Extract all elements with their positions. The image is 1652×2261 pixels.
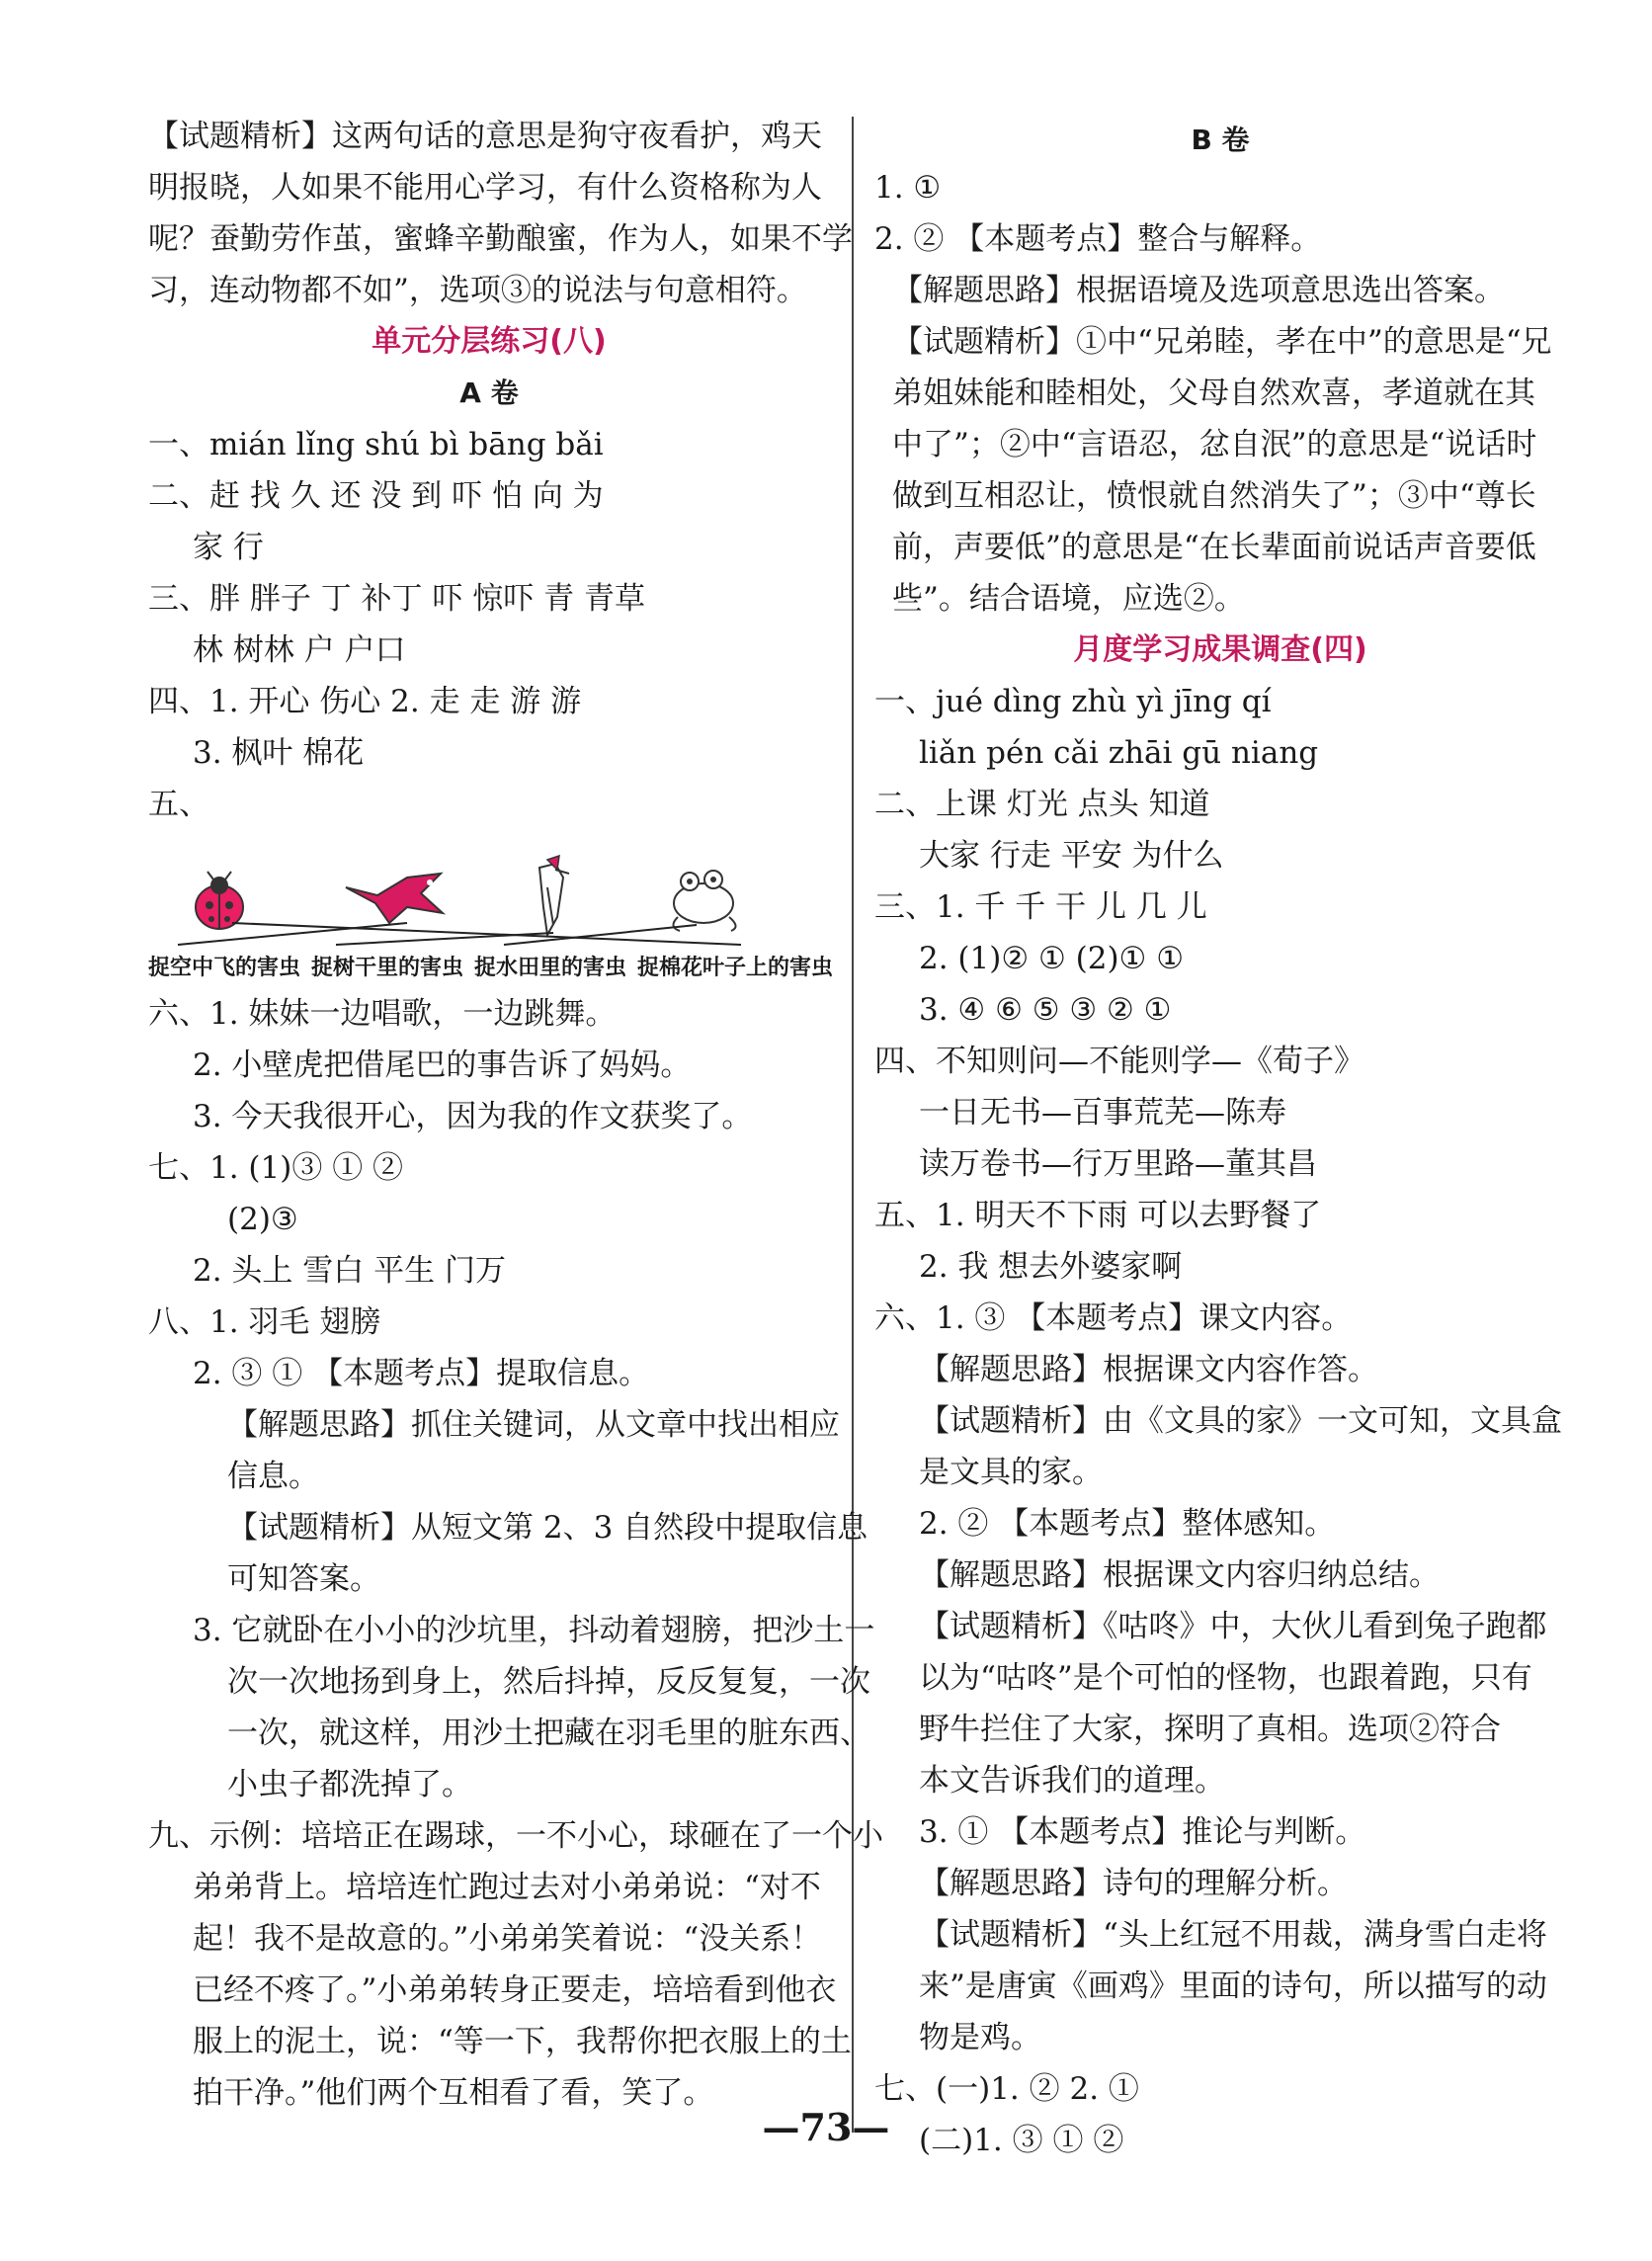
text-line: (2)③	[227, 1202, 298, 1237]
match-line	[232, 923, 741, 945]
text-line: 【解题思路】根据课文内容作答。	[919, 1352, 1378, 1387]
text-line: 习，连动物都不如”，选项③的说法与句意相符。	[148, 273, 807, 308]
caption: 捉棉花叶子上的害虫	[637, 956, 834, 980]
text-line: 弟姐妹能和睦相处，父母自然欢喜，孝道就在其	[892, 376, 1535, 411]
text-line: 明报晓，人如果不能用心学习，有什么资格称为人	[148, 170, 822, 206]
text-line: 八、1. 羽毛 翅膀	[148, 1304, 381, 1340]
text-line: 本文告诉我们的道理。	[919, 1763, 1225, 1799]
text-line: 二、上课 灯光 点头 知道	[874, 787, 1210, 822]
text-line: 一、mián lǐng shú bì bāng bǎi	[148, 427, 604, 462]
text-line: 九、示例：培培正在踢球，一不小心，球砸在了一个小	[148, 1818, 883, 1854]
text-line: 2. 头上 雪白 平生 门万	[193, 1253, 506, 1289]
section-title: 月度学习成果调查(四)	[1073, 632, 1367, 667]
text-line: 已经不疼了。”小弟弟转身正要走，培培看到他衣	[193, 1972, 837, 2008]
text-line: 林 树林 户 户口	[193, 632, 406, 668]
text-line: 【解题思路】抓住关键词，从文章中找出相应	[227, 1407, 840, 1443]
text-line: 【试题精析】这两句话的意思是狗守夜看护，鸡天	[148, 119, 822, 154]
text-line: 些”。结合语境，应选②。	[892, 581, 1245, 617]
text-line: 3. ① 【本题考点】推论与判断。	[919, 1814, 1366, 1850]
text-line: 2. ③ ① 【本题考点】提取信息。	[193, 1356, 650, 1391]
caption: 捉空中飞的害虫	[148, 956, 301, 980]
text-line: 拍干净。”他们两个互相看了看，笑了。	[193, 2075, 714, 2111]
text-line: 物是鸡。	[919, 2020, 1041, 2055]
text-line: 可知答案。	[227, 1561, 380, 1597]
text-line: 【解题思路】诗句的理解分析。	[919, 1866, 1348, 1901]
text-line: 五、1. 明天不下雨 可以去野餐了	[874, 1198, 1322, 1233]
text-line: 2. (1)② ① (2)① ①	[919, 941, 1184, 976]
text-line: 小虫子都洗掉了。	[227, 1767, 472, 1802]
ladybug-icon	[196, 872, 243, 929]
text-line: 中了”；②中“言语忍，忿自泯”的意思是“说话时	[892, 427, 1537, 462]
text-line: 三、胖 胖子 丁 补丁 吓 惊吓 青 青草	[148, 581, 645, 617]
frog-icon	[673, 871, 735, 931]
text-line: 家 行	[193, 530, 264, 565]
text-line: 做到互相忍让，愤恨就自然消失了”；③中“尊长	[892, 478, 1536, 514]
volume-label: A 卷	[459, 377, 519, 409]
text-line: 2. 小壁虎把借尾巴的事告诉了妈妈。	[193, 1047, 692, 1083]
text-line: 3. 枫叶 棉花	[193, 735, 365, 771]
text-line: 一次，就这样，用沙土把藏在羽毛里的脏东西、	[227, 1716, 870, 1751]
text-line: (二)1. ③ ① ②	[919, 2123, 1124, 2158]
text-line: 【试题精析】《咕咚》中，大伙儿看到兔子跑都	[919, 1609, 1547, 1644]
caption: 捉树干里的害虫	[311, 956, 464, 980]
text-line: 四、1. 开心 伤心 2. 走 走 游 游	[148, 684, 582, 719]
text-line: 【试题精析】由《文具的家》一文可知，文具盒	[919, 1403, 1562, 1439]
text-line: 【试题精析】从短文第 2、3 自然段中提取信息	[227, 1510, 868, 1546]
text-line: 一、jué dìng zhù yì jīng qí	[874, 684, 1272, 719]
text-line: 3. 今天我很开心，因为我的作文获奖了。	[193, 1099, 753, 1134]
text-line: 五、	[148, 787, 209, 822]
text-line: 信息。	[227, 1459, 319, 1494]
text-line: 【解题思路】根据课文内容归纳总结。	[919, 1557, 1440, 1593]
text-line: 3. 它就卧在小小的沙坑里，抖动着翅膀，把沙土一	[193, 1613, 875, 1648]
text-line: 【解题思路】根据语境及选项意思选出答案。	[892, 273, 1505, 308]
text-line: 次一次地扬到身上，然后抖掉，反反复复，一次	[227, 1664, 870, 1700]
text-line: 前，声要低”的意思是“在长辈面前说话声音要低	[892, 530, 1536, 565]
text-line: 2. ② 【本题考点】整合与解释。	[874, 221, 1322, 257]
text-line: 3. ④ ⑥ ⑤ ③ ② ①	[919, 992, 1172, 1028]
text-line: 服上的泥土，说：“等一下，我帮你把衣服上的土	[193, 2024, 852, 2059]
volume-label: B 卷	[1191, 124, 1250, 156]
page-number: —73—	[762, 2105, 890, 2149]
text-line: 以为“咕咚”是个可怕的怪物，也跟着跑，只有	[919, 1660, 1532, 1696]
text-line: 【试题精析】①中“兄弟睦，孝在中”的意思是“兄	[892, 324, 1552, 360]
text-line: 【试题精析】“头上红冠不用裁，满身雪白走将	[919, 1917, 1547, 1953]
text-line: 是文具的家。	[919, 1455, 1103, 1490]
section-title: 单元分层练习(八)	[372, 324, 607, 359]
text-line: 七、1. (1)③ ① ②	[148, 1150, 404, 1186]
text-line: 七、(一)1. ② 2. ①	[874, 2071, 1139, 2107]
text-line: 野牛拦住了大家，探明了真相。选项②符合	[919, 1712, 1501, 1747]
text-line: 读万卷书—行万里路—董其昌	[919, 1146, 1317, 1182]
text-line: liǎn pén cǎi zhāi gū niang	[919, 735, 1319, 771]
text-line: 二、赶 找 久 还 没 到 吓 怕 向 为	[148, 478, 604, 514]
text-line: 一日无书—百事荒芜—陈寿	[919, 1095, 1286, 1130]
text-line: 来”是唐寅《画鸡》里面的诗句，所以描写的动	[919, 1968, 1547, 2004]
swallow-icon	[346, 874, 443, 923]
text-line: 呢？蚕勤劳作茧，蜜蜂辛勤酿蜜，作为人，如果不学	[148, 221, 853, 257]
caption: 捉水田里的害虫	[474, 956, 627, 980]
text-line: 六、1. 妹妹一边唱歌，一边跳舞。	[148, 996, 617, 1032]
text-line: 六、1. ③ 【本题考点】课文内容。	[874, 1300, 1353, 1336]
text-line: 大家 行走 平安 为什么	[919, 838, 1224, 874]
text-line: 2. 我 想去外婆家啊	[919, 1249, 1183, 1285]
text-line: 1. ①	[874, 170, 942, 206]
matching-illustration	[148, 828, 840, 952]
text-line: 2. ② 【本题考点】整体感知。	[919, 1506, 1336, 1542]
text-line: 弟弟背上。培培连忙跑过去对小弟弟说：“对不	[193, 1870, 821, 1905]
text-line: 四、不知则问—不能则学—《荀子》	[874, 1044, 1364, 1079]
text-line: 三、1. 千 千 干 儿 几 儿	[874, 889, 1207, 925]
text-line: 起！我不是故意的。”小弟弟笑着说：“没关系！	[193, 1921, 822, 1957]
woodpecker-icon	[539, 856, 569, 935]
